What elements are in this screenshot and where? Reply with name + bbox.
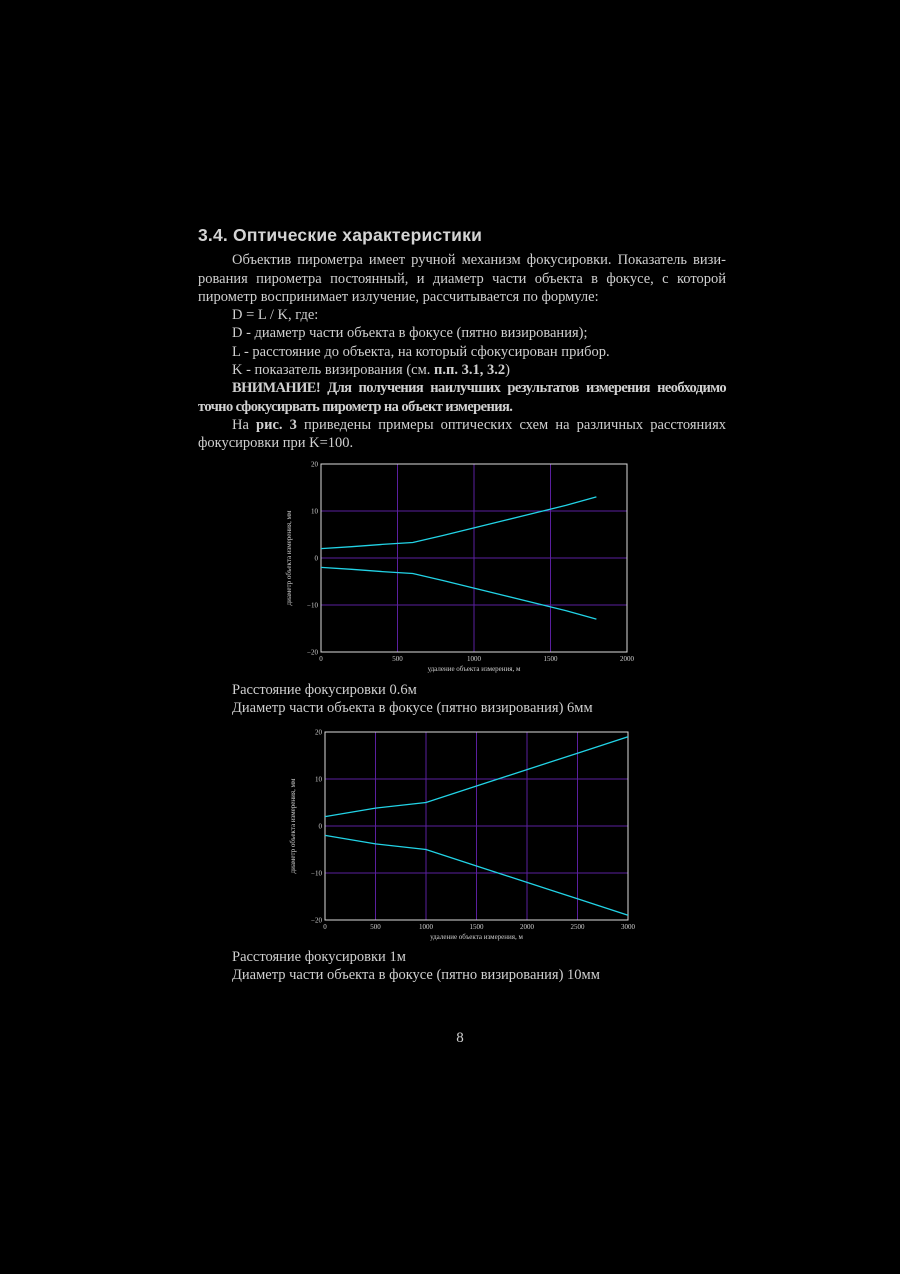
figure-ref-link: рис. 3 xyxy=(256,416,297,433)
chart2-caption-distance: Расстояние фокусировки 1м xyxy=(232,949,406,965)
y-tick-label: 10 xyxy=(315,775,322,784)
series-line-upper xyxy=(321,497,596,549)
x-axis-label: удаление объекта измерения, м xyxy=(430,933,523,941)
figure-ref-post: приведены примеры оптических схем на различных расстояниях фокусировки при K=100. xyxy=(198,416,726,452)
section-title: 3.4. Оптические характеристики xyxy=(198,225,483,245)
x-tick-label: 1000 xyxy=(419,923,433,931)
definition-k-text: K - показатель визирования (см. xyxy=(232,362,435,379)
x-tick-label: 500 xyxy=(370,923,381,931)
chart-focus-1m xyxy=(278,724,638,948)
intro-paragraph: Объектив пирометра имеет ручной механизм фокусировки. Показатель визирования пирометра постоянный, и диаметр части объекта в фокусе, с которой пирометр воспринимает излучение, рассчитывается по формуле: xyxy=(198,252,726,305)
document-body xyxy=(198,226,726,453)
chart1-caption-distance: Расстояние фокусировки 0.6м xyxy=(232,682,417,698)
y-tick-label: −10 xyxy=(307,601,318,610)
y-axis-label: диаметр объекта измерения, мм xyxy=(289,778,297,874)
chart1-caption-diameter: Диаметр части объекта в фокусе (пятно визирования) 6мм xyxy=(232,700,593,716)
y-tick-label: 20 xyxy=(315,728,322,737)
figure-reference-paragraph xyxy=(198,416,726,453)
x-tick-label: 0 xyxy=(323,923,327,931)
x-tick-label: 2500 xyxy=(570,923,585,931)
warning-paragraph: ВНИМАНИЕ! Для получения наилучших результатов измерения необходимо точно сфокусирвать пирометр на объект измерения. xyxy=(198,380,726,415)
x-tick-label: 500 xyxy=(392,655,403,663)
page-number: 8 xyxy=(456,1030,464,1046)
x-tick-label: 1500 xyxy=(543,655,558,663)
x-tick-label: 1000 xyxy=(467,655,481,663)
x-tick-label: 1500 xyxy=(469,923,484,931)
y-axis-label: диаметр объекта измерения, мм xyxy=(285,510,293,606)
x-tick-label: 2000 xyxy=(520,923,534,931)
y-tick-label: −10 xyxy=(311,869,322,878)
y-tick-label: −20 xyxy=(311,916,322,925)
definition-k-reference: п.п. 3.1, 3.2 xyxy=(434,362,506,379)
x-tick-label: 0 xyxy=(319,655,323,663)
definition-k xyxy=(198,361,726,379)
series-line-lower xyxy=(321,567,596,619)
y-tick-label: 0 xyxy=(314,554,318,563)
definition-l: L - расстояние до объекта, на который сфокусирован прибор. xyxy=(232,343,610,360)
y-tick-label: 20 xyxy=(311,460,318,469)
definition-k-close: ) xyxy=(505,362,510,379)
formula-line: D = L / K, где: xyxy=(232,307,319,324)
x-tick-label: 3000 xyxy=(621,923,635,931)
chart2-caption-diameter: Диаметр части объекта в фокусе (пятно визирования) 10мм xyxy=(232,967,600,983)
x-axis-label: удаление объекта измерения, м xyxy=(427,665,521,673)
y-tick-label: 0 xyxy=(318,822,322,831)
y-tick-label: 10 xyxy=(311,507,318,516)
figure-ref-pre: На xyxy=(232,416,257,433)
definition-d: D - диаметр части объекта в фокусе (пятно визирования); xyxy=(232,325,588,342)
x-tick-label: 2000 xyxy=(620,655,634,663)
chart-focus-0-6m xyxy=(278,456,638,680)
y-tick-label: −20 xyxy=(307,648,318,657)
